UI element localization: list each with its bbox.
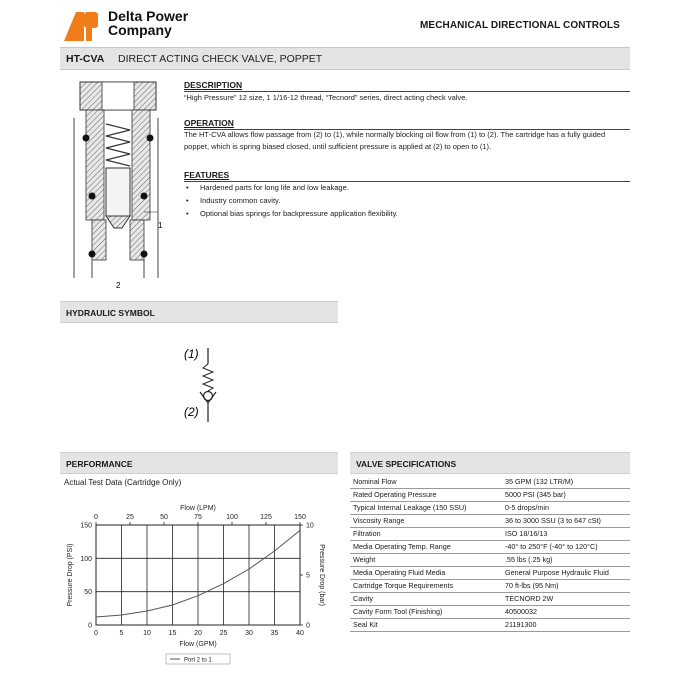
performance-subtitle: Actual Test Data (Cartridge Only) <box>64 478 182 487</box>
operation-heading: OPERATION <box>184 118 234 128</box>
spec-value: 5000 PSI (345 bar) <box>502 489 630 502</box>
feature-item: • Hardened parts for long life and low leakage. <box>184 181 630 194</box>
performance-heading: PERFORMANCE <box>66 459 133 469</box>
description-heading: DESCRIPTION <box>184 80 243 90</box>
y-tick-label: 150 <box>80 522 92 530</box>
x-tick-label: 0 <box>94 630 98 637</box>
x2-tick-label: 150 <box>294 514 306 521</box>
x-tick-label: 35 <box>270 630 279 637</box>
y2-tick-label: 5 <box>306 572 310 580</box>
feature-item: • Optional bias springs for backpressure application flexibility. <box>184 207 630 220</box>
x-tick-label: 20 <box>194 630 202 637</box>
spec-row <box>350 567 630 580</box>
spec-row <box>350 502 630 515</box>
valve-specifications-heading: VALVE SPECIFICATIONS <box>356 459 457 469</box>
spec-value: 0-5 drops/min <box>502 502 630 515</box>
spec-row <box>350 476 630 489</box>
spec-value: 21191300 <box>502 619 630 632</box>
hydraulic-symbol-heading: HYDRAULIC SYMBOL <box>66 308 155 318</box>
operation-text: The HT-CVA allows flow passage from (2) to (1), while normally blocking oil flow from (1) to (2). The cartridge has a fully guided poppet, which is spring biased closed, until sufficient pressure is applied at (2) to open to (1). <box>184 130 606 151</box>
spec-row <box>350 515 630 528</box>
port-1-label: 1 <box>158 221 163 230</box>
spec-value: .55 lbs (.25 kg) <box>502 554 630 567</box>
hydraulic-symbol-bar <box>60 301 338 323</box>
spec-label: Rated Operating Pressure <box>350 489 502 502</box>
spec-row <box>350 593 630 606</box>
x-tick-label: 10 <box>143 630 151 637</box>
symbol-port-2-label: (2) <box>184 405 199 419</box>
spec-label: Cartridge Torque Requirements <box>350 580 502 593</box>
y2-tick-label: 0 <box>306 622 310 630</box>
spec-label: Media Operating Temp. Range <box>350 541 502 554</box>
spec-label: Viscosity Range <box>350 515 502 528</box>
spec-value: 70 ft-lbs (95 Nm) <box>502 580 630 593</box>
spec-label: Nominal Flow <box>350 476 502 489</box>
company-name-line-2: Company <box>108 22 172 38</box>
spec-label: Seal Kit <box>350 619 502 632</box>
company-name-line-1: Delta Power <box>108 8 189 24</box>
spec-value: -40° to 250°F (-40° to 120°C) <box>502 541 630 554</box>
y-tick-label: 50 <box>84 589 92 597</box>
y-tick-label: 0 <box>88 622 92 630</box>
spec-label: Filtration <box>350 528 502 541</box>
model-number: HT-CVA <box>66 53 105 65</box>
spec-label: Weight <box>350 554 502 567</box>
spec-value: TECNORD 2W <box>502 593 630 606</box>
x-tick-label: 25 <box>219 630 228 637</box>
x-tick-label: 5 <box>119 630 124 637</box>
spec-label: Cavity Form Tool (Finishing) <box>350 606 502 619</box>
document-title: MECHANICAL DIRECTIONAL CONTROLS <box>420 20 620 31</box>
port-2-label: 2 <box>116 281 121 290</box>
spec-value: ISO 18/16/13 <box>502 528 630 541</box>
spec-row <box>350 619 630 632</box>
x2-axis-label: Flow (LPM) <box>180 505 216 512</box>
spec-value: 35 GPM (132 LTR/M) <box>502 476 630 489</box>
x-tick-label: 15 <box>168 630 177 637</box>
legend-label: Port 2 to 1 <box>184 657 212 664</box>
x-axis-label: Flow (GPM) <box>179 641 217 648</box>
x-tick-label: 40 <box>296 630 304 637</box>
y-axis-label: Pressure Drop (PSI) <box>67 543 74 607</box>
y2-axis-label: Pressure Drop (bar) <box>318 544 325 606</box>
spec-value: General Purpose Hydraulic Fluid <box>502 567 630 580</box>
x2-tick-label: 100 <box>226 514 238 521</box>
spec-row <box>350 489 630 502</box>
x2-tick-label: 25 <box>126 514 134 521</box>
y-tick-label: 100 <box>80 555 92 563</box>
spec-label: Typical Internal Leakage (150 SSU) <box>350 502 502 515</box>
spec-label: Cavity <box>350 593 502 606</box>
product-name: DIRECT ACTING CHECK VALVE, POPPET <box>118 53 323 65</box>
y2-tick-label: 10 <box>306 522 314 530</box>
spec-row <box>350 554 630 567</box>
spec-row <box>350 528 630 541</box>
company-name <box>108 9 188 37</box>
cartridge-cutaway-drawing <box>62 78 170 294</box>
spec-value: 40500032 <box>502 606 630 619</box>
x2-tick-label: 75 <box>194 514 202 521</box>
spec-label: Media Operating Fluid Media <box>350 567 502 580</box>
valve-specifications-bar <box>350 452 630 474</box>
company-logo <box>64 8 104 42</box>
spec-row <box>350 580 630 593</box>
hydraulic-symbol-diagram <box>178 340 228 426</box>
feature-item: • Industry common cavity. <box>184 194 630 207</box>
pressure-drop-chart <box>60 490 340 690</box>
symbol-port-1-label: (1) <box>184 347 199 361</box>
spec-row <box>350 541 630 554</box>
x2-tick-label: 50 <box>160 514 168 521</box>
x2-tick-label: 0 <box>94 514 98 521</box>
spec-row <box>350 606 630 619</box>
x-tick-label: 30 <box>245 630 253 637</box>
description-text: “High Pressure” 12 size, 1 1/16-12 thread, “Tecnord” series, direct acting check valve. <box>184 93 468 102</box>
performance-bar <box>60 452 338 474</box>
x2-tick-label: 125 <box>260 514 272 521</box>
features-heading: FEATURES <box>184 170 230 180</box>
spec-value: 36 to 3000 SSU (3 to 647 cSt) <box>502 515 630 528</box>
valve-specifications-table <box>350 476 630 632</box>
features-list <box>184 181 630 220</box>
